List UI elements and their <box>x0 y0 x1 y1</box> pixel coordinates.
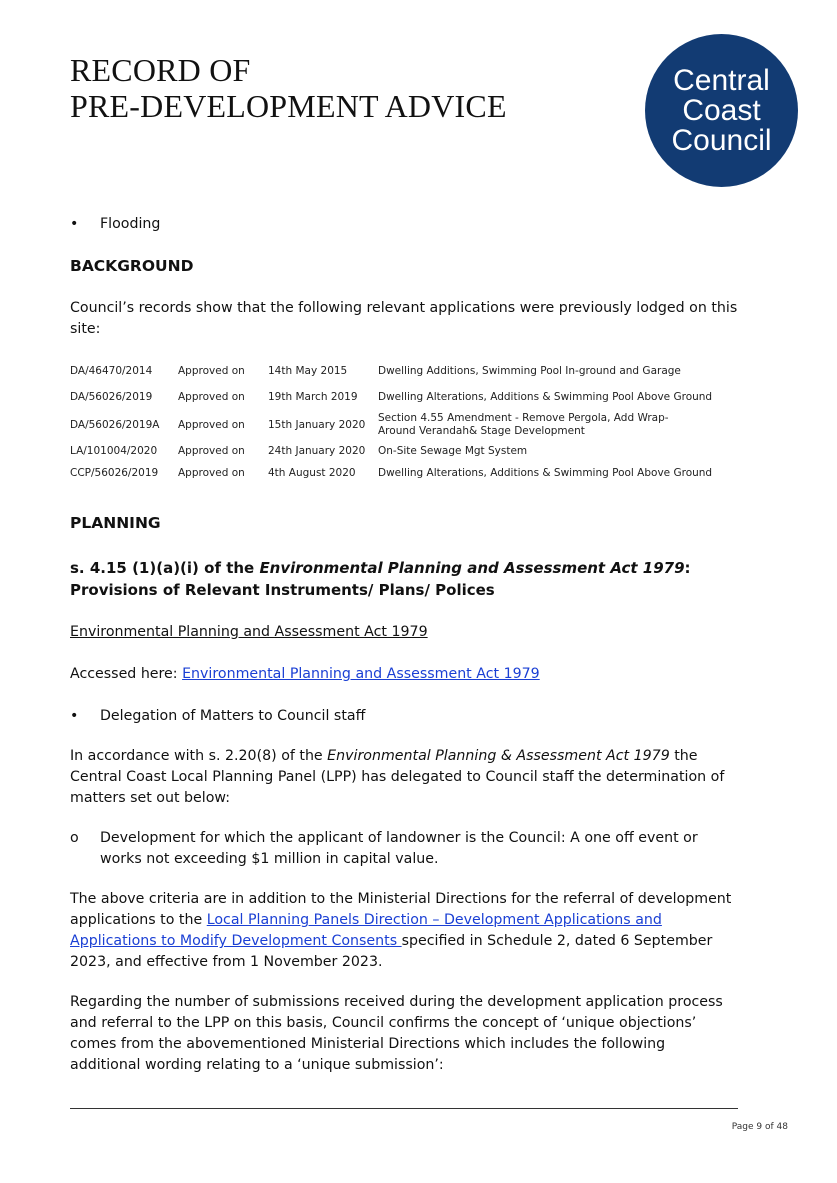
para-suffix: the Central Coast Local Planning Panel (LPP) has delegated to Council staff the determination of matters set out below: <box>70 748 725 806</box>
para-prefix: In accordance with s. 2.20(8) of the <box>70 748 328 764</box>
bullet-text: Delegation of Matters to Council staff <box>100 708 366 724</box>
title-line-1: RECORD OF <box>70 52 251 88</box>
document-body <box>70 214 740 1076</box>
accessed-prefix: Accessed here: <box>70 666 183 682</box>
app-description: On-Site Sewage Mgt System <box>378 444 528 457</box>
app-status: Approved on <box>178 364 245 377</box>
app-ref: DA/46470/2014 <box>70 364 153 377</box>
act-title: Environmental Planning and Assessment Act 1979 <box>70 624 428 640</box>
app-date: 24th January 2020 <box>268 444 366 457</box>
app-status: Approved on <box>178 418 245 431</box>
background-heading: BACKGROUND <box>70 257 194 275</box>
planning-heading: PLANNING <box>70 514 161 532</box>
planning-subheading <box>70 557 740 601</box>
logo-word-2: Coast <box>682 93 761 127</box>
subheading-act: Environmental Planning and Assessment Act 1979 <box>259 559 685 577</box>
app-description: Dwelling Additions, Swimming Pool In-ground and Garage <box>378 364 681 377</box>
app-status: Approved on <box>178 444 245 457</box>
bullet-dot-icon: • <box>70 216 79 232</box>
bullet-dot-icon: • <box>70 708 79 724</box>
ministerial-paragraph <box>70 889 740 973</box>
table-row <box>70 410 718 440</box>
app-date: 19th March 2019 <box>268 390 358 403</box>
circle-bullet-icon: o <box>70 830 79 846</box>
app-status: Approved on <box>178 466 245 479</box>
app-date: 4th August 2020 <box>268 466 356 479</box>
para-suffix: specified in Schedule 2, dated 6 September 2023, and effective from 1 November 2023. <box>70 933 713 970</box>
subheading-prefix: s. 4.15 (1)(a)(i) of the <box>70 559 260 577</box>
act-link[interactable]: Environmental Planning and Assessment Act 1979 <box>182 666 540 682</box>
app-ref: CCP/56026/2019 <box>70 466 159 479</box>
app-description: Dwelling Alterations, Additions & Swimming Pool Above Ground <box>378 466 713 479</box>
bullet-flooding <box>70 214 740 235</box>
footer-divider <box>70 1108 738 1109</box>
applications-table <box>70 358 718 484</box>
bullet-text: Flooding <box>100 216 161 232</box>
app-date: 15th January 2020 <box>268 418 366 431</box>
app-date: 14th May 2015 <box>268 364 348 377</box>
council-logo <box>645 34 798 187</box>
sub-bullet-council <box>70 828 740 870</box>
background-text: Council’s records show that the following relevant applications were previously lodged on this site: <box>70 300 738 337</box>
logo-word-1: Central <box>673 63 770 97</box>
accessed-here <box>70 664 740 685</box>
table-row <box>70 462 718 484</box>
page-number: Page 9 of 48 <box>731 1122 788 1132</box>
app-description: Section 4.55 Amendment - Remove Pergola, Add Wrap-Around Verandah& Stage Development <box>378 412 669 437</box>
bullet-delegation <box>70 706 740 727</box>
app-description: Dwelling Alterations, Additions & Swimming Pool Above Ground <box>378 390 713 403</box>
lpp-direction-link[interactable]: Local Planning Panels Direction – Development Applications and Applications to Modify Development Consents <box>70 912 662 949</box>
app-ref: DA/56026/2019 <box>70 390 153 403</box>
title-line-2: PRE-DEVELOPMENT ADVICE <box>70 88 507 124</box>
app-ref: DA/56026/2019A <box>70 418 160 431</box>
app-ref: LA/101004/2020 <box>70 444 158 457</box>
document-title <box>70 52 507 124</box>
table-row <box>70 358 718 384</box>
para-act: Environmental Planning & Assessment Act 1979 <box>327 748 670 764</box>
logo-word-3: Council <box>671 123 772 157</box>
bullet-text: Development for which the applicant of landowner is the Council: A one off event or works not exceeding $1 million in capital value. <box>100 830 698 867</box>
submissions-paragraph: Regarding the number of submissions received during the development application process and referral to the LPP on this basis, Council confirms the concept of ‘unique objections’ comes from the abovementioned Ministerial Directions which includes the following additional wording relating to a ‘unique submission’: <box>70 994 723 1073</box>
subheading-suffix: : Provisions of Relevant Instruments/ Plans/ Polices <box>70 559 691 599</box>
app-status: Approved on <box>178 390 245 403</box>
delegation-paragraph <box>70 746 740 809</box>
table-row <box>70 384 718 410</box>
para-prefix: The above criteria are in addition to the Ministerial Directions for the referral of development applications to the <box>70 891 732 928</box>
table-row <box>70 440 718 462</box>
